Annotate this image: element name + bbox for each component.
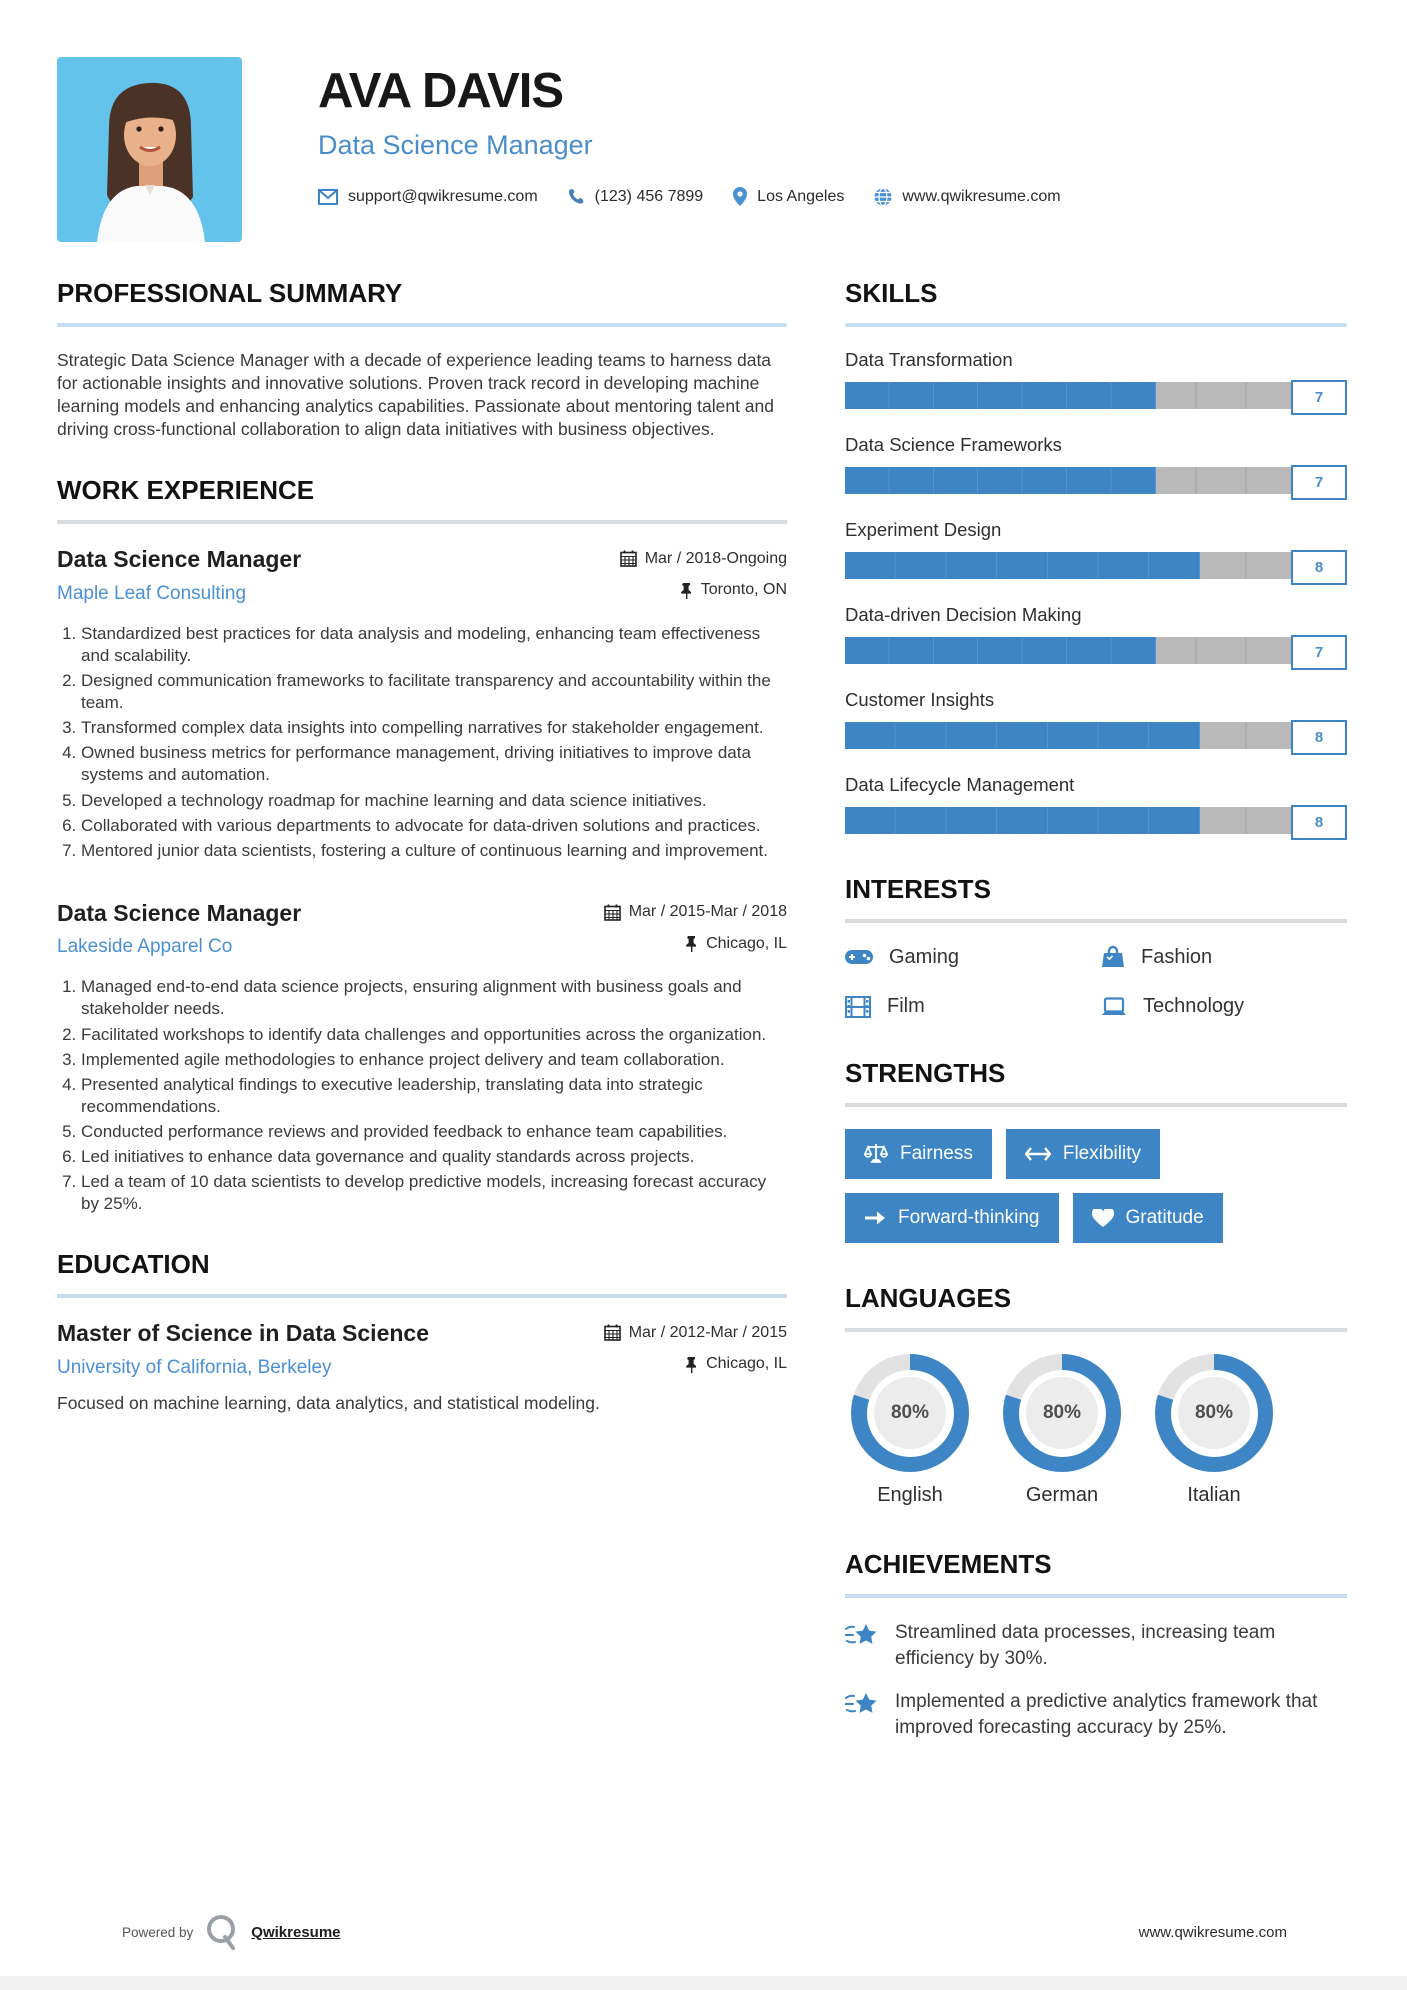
calendar-icon (620, 550, 637, 567)
achievement-text: Streamlined data processes, increasing team efficiency by 30%. (895, 1622, 1276, 1669)
map-pin-icon (733, 187, 747, 206)
achievement-item (845, 1620, 1347, 1671)
skill-level-badge: 7 (1291, 380, 1347, 415)
company-link[interactable]: Maple Leaf Consulting (57, 582, 247, 604)
skill-item (845, 349, 1347, 409)
skill-level-badge: 7 (1291, 465, 1347, 500)
job-title: Data Science Manager (57, 546, 302, 573)
skill-name: Data-driven Decision Making (845, 604, 1082, 625)
strength-badge[interactable] (1006, 1129, 1160, 1179)
calendar-icon (604, 1324, 621, 1341)
language-percent: 80% (1178, 1377, 1250, 1449)
page-bottom-strip (0, 1976, 1407, 1990)
interest-item (845, 995, 1091, 1018)
skill-bar (845, 382, 1347, 409)
strength-badge[interactable] (1073, 1193, 1223, 1243)
qwikresume-link[interactable]: Qwikresume (251, 1923, 341, 1941)
contact-website-text: www.qwikresume.com (902, 187, 1061, 205)
section-work-experience (57, 475, 787, 1215)
interest-label: Film (887, 995, 925, 1017)
section-divider (57, 520, 787, 524)
person-name: AVA DAVIS (318, 64, 564, 118)
footer (57, 1902, 1347, 1962)
language-donut (851, 1354, 969, 1472)
skill-level-badge: 8 (1291, 550, 1347, 585)
job-bullet: 1. Standardized best practices for data analysis and modeling, enhancing team effectiveness and scalability. (81, 623, 787, 667)
achievement-item (845, 1689, 1347, 1740)
language-label: Italian (1187, 1484, 1241, 1506)
shooting-star-icon (845, 1691, 879, 1719)
film-icon (845, 996, 871, 1018)
contact-phone[interactable] (568, 188, 704, 206)
arrow-right-icon (864, 1210, 886, 1226)
interest-item (1101, 995, 1347, 1018)
contact-website[interactable] (874, 188, 1060, 206)
qwikresume-logo-icon (205, 1912, 239, 1952)
header (57, 57, 1347, 242)
skill-item (845, 519, 1347, 579)
language-percent: 80% (874, 1377, 946, 1449)
interests-heading: INTERESTS (845, 874, 991, 904)
profile-photo (57, 57, 242, 242)
language-item (851, 1354, 969, 1507)
skill-bar (845, 467, 1347, 494)
job-bullet: 3. Implemented agile methodologies to enhance project delivery and team collaboration. (81, 1049, 787, 1071)
right-column (845, 278, 1347, 1775)
skill-item (845, 604, 1347, 664)
skill-bar (845, 637, 1347, 664)
footer-website[interactable]: www.qwikresume.com (1138, 1923, 1287, 1941)
skill-bar (845, 807, 1347, 834)
strength-label: Gratitude (1125, 1207, 1204, 1228)
contact-phone-text: (123) 456 7899 (594, 187, 704, 205)
contact-email[interactable] (318, 188, 538, 206)
globe-icon (874, 188, 892, 206)
language-item (1155, 1354, 1273, 1507)
skills-heading: SKILLS (845, 278, 938, 308)
section-interests (845, 874, 1347, 1018)
section-strengths (845, 1058, 1347, 1243)
summary-text: Strategic Data Science Manager with a decade of experience leading teams to harness data for actionable insights and innovative solutions. Proven track record in developing machine learning models and enhancing analytics capabilities. Passionate about mentoring talent and driving cross-functional collaboration to align data initiatives with business objectives. (57, 350, 774, 440)
job-bullet: 2. Facilitated workshops to identify data challenges and opportunities across the organization. (81, 1024, 787, 1046)
section-divider (845, 919, 1347, 923)
job-title: Data Science Manager (57, 899, 302, 926)
section-divider (57, 1294, 787, 1298)
interest-label: Technology (1143, 995, 1245, 1017)
language-label: English (877, 1484, 943, 1506)
contact-location-text: Los Angeles (757, 187, 845, 205)
skill-bar (845, 552, 1347, 579)
skill-name: Experiment Design (845, 519, 1002, 540)
degree-title: Master of Science in Data Science (57, 1320, 429, 1347)
section-divider (57, 323, 787, 327)
skill-name: Customer Insights (845, 689, 995, 710)
job-bullet: 6. Led initiatives to enhance data governance and quality standards across projects. (81, 1146, 787, 1168)
job-dates: Mar / 2018-Ongoing (644, 549, 787, 567)
job-bullet-list (57, 623, 787, 862)
double-arrow-icon (1025, 1147, 1051, 1161)
job-bullet: 6. Collaborated with various departments to advocate for data-driven solutions and practices. (81, 815, 787, 837)
strength-label: Forward-thinking (898, 1207, 1040, 1228)
strength-label: Flexibility (1062, 1143, 1141, 1164)
envelope-icon (318, 189, 338, 205)
powered-by-text: Powered by (122, 1924, 194, 1940)
job-location: Toronto, ON (700, 581, 787, 599)
section-achievements (845, 1549, 1347, 1741)
job-bullet: 1. Managed end-to-end data science projects, ensuring alignment with business goals and stakeholder needs. (81, 976, 787, 1020)
heart-icon (1092, 1209, 1114, 1228)
job-dates: Mar / 2015-Mar / 2018 (628, 903, 787, 921)
contact-location[interactable] (733, 187, 844, 206)
job-bullet: 4. Owned business metrics for performance management, driving initiatives to improve data systems and automation. (81, 742, 787, 786)
interest-item (1101, 945, 1347, 969)
job-bullet: 4. Presented analytical findings to executive leadership, translating data into strategic recommendations. (81, 1074, 787, 1118)
job-entry (57, 546, 787, 861)
skill-bar-fill (845, 807, 1200, 834)
laptop-icon (1101, 997, 1127, 1017)
achievement-text: Implemented a predictive analytics framework that improved forecasting accuracy by 25%. (895, 1691, 1318, 1738)
calendar-icon (604, 904, 621, 921)
skill-level-badge: 7 (1291, 635, 1347, 670)
left-column (57, 278, 787, 1775)
company-link[interactable]: Lakeside Apparel Co (57, 936, 233, 958)
strength-label: Fairness (900, 1143, 973, 1164)
education-location: Chicago, IL (706, 1355, 787, 1373)
language-percent: 80% (1026, 1377, 1098, 1449)
achievements-heading: ACHIEVEMENTS (845, 1549, 1052, 1579)
summary-heading: PROFESSIONAL SUMMARY (57, 278, 403, 308)
skill-bar (845, 722, 1347, 749)
education-note: Focused on machine learning, data analytics, and statistical modeling. (57, 1392, 600, 1413)
contact-email-text: support@qwikresume.com (348, 187, 538, 205)
shooting-star-icon (845, 1622, 879, 1650)
section-divider (845, 323, 1347, 327)
section-divider (845, 1103, 1347, 1107)
interest-label: Fashion (1141, 945, 1213, 968)
language-item (1003, 1354, 1121, 1507)
skill-name: Data Transformation (845, 349, 1013, 370)
pushpin-icon (685, 935, 698, 952)
pushpin-icon (680, 582, 693, 599)
language-donut (1155, 1354, 1273, 1472)
job-bullet: 7. Led a team of 10 data scientists to develop predictive models, increasing forecast accuracy by 25%. (81, 1171, 787, 1215)
skill-name: Data Lifecycle Management (845, 774, 1075, 795)
job-entry (57, 900, 787, 1215)
job-location: Chicago, IL (706, 934, 787, 952)
language-donut (1003, 1354, 1121, 1472)
scales-icon (864, 1143, 888, 1165)
shopping-bag-icon (1101, 945, 1125, 969)
language-label: German (1025, 1484, 1099, 1506)
job-bullet: 5. Developed a technology roadmap for machine learning and data science initiatives. (81, 790, 787, 812)
skill-bar-fill (845, 637, 1156, 664)
job-bullet: 7. Mentored junior data scientists, fostering a culture of continuous learning and improvement. (81, 840, 787, 862)
skill-bar-fill (845, 722, 1200, 749)
job-bullet: 3. Transformed complex data insights into compelling narratives for stakeholder engagement. (81, 717, 787, 739)
skill-level-badge: 8 (1291, 720, 1347, 755)
person-title: Data Science Manager (318, 130, 593, 160)
section-skills (845, 278, 1347, 834)
interest-item (845, 945, 1091, 969)
school-link[interactable]: University of California, Berkeley (57, 1356, 332, 1378)
strength-badge[interactable] (845, 1129, 992, 1179)
gamepad-icon (845, 948, 873, 966)
job-bullet: 2. Designed communication frameworks to facilitate transparency and accountability within the team. (81, 670, 787, 714)
languages-heading: LANGUAGES (845, 1283, 1012, 1313)
phone-icon (568, 188, 585, 205)
section-divider (845, 1328, 1347, 1332)
section-languages (845, 1283, 1347, 1507)
profile-photo-illustration (57, 57, 242, 242)
interest-label: Gaming (889, 945, 960, 968)
strengths-heading: STRENGTHS (845, 1058, 1006, 1088)
education-heading: EDUCATION (57, 1249, 210, 1280)
skill-bar-fill (845, 552, 1200, 579)
strength-badge[interactable] (845, 1193, 1059, 1243)
pushpin-icon (685, 1356, 698, 1373)
skill-level-badge: 8 (1291, 805, 1347, 840)
skill-item (845, 774, 1347, 834)
contact-row (318, 187, 1077, 206)
skill-item (845, 689, 1347, 749)
work-heading: WORK EXPERIENCE (57, 475, 315, 506)
section-professional-summary (57, 278, 787, 441)
section-divider (845, 1594, 1347, 1598)
section-education (57, 1249, 787, 1414)
job-bullet: 5. Conducted performance reviews and provided feedback to enhance team capabilities. (81, 1121, 787, 1143)
education-dates: Mar / 2012-Mar / 2015 (628, 1323, 787, 1341)
skill-item (845, 434, 1347, 494)
job-bullet-list (57, 976, 787, 1215)
skill-name: Data Science Frameworks (845, 434, 1062, 455)
skill-bar-fill (845, 382, 1156, 409)
skill-bar-fill (845, 467, 1156, 494)
